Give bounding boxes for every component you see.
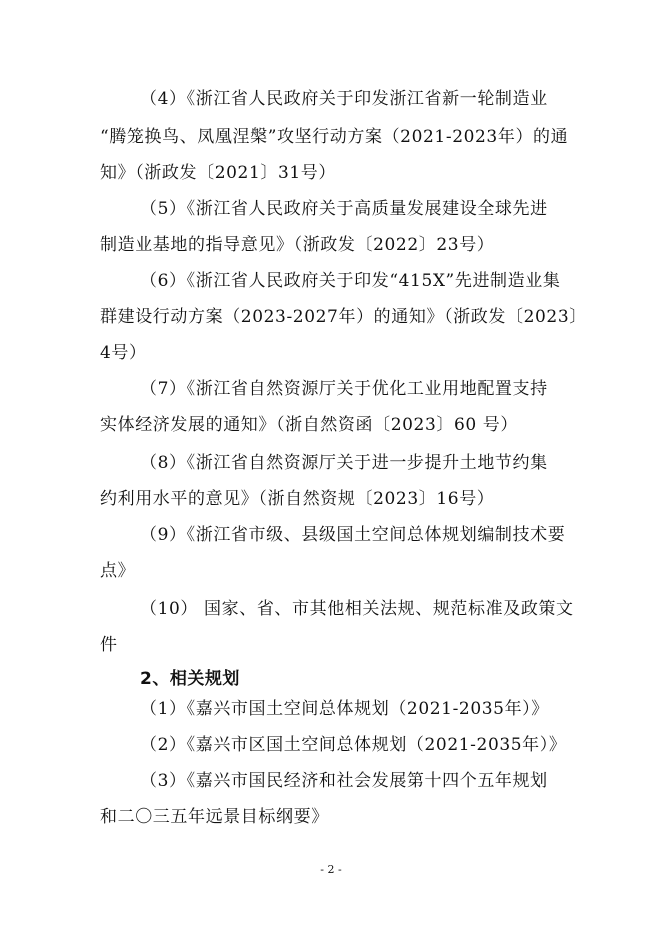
ref-item-9-line-1: （9）《浙江省市级、县级国土空间总体规划编制技术要: [140, 525, 566, 545]
plan-item-1-line-1: （1）《嘉兴市国土空间总体规划（2021-2035年）》: [140, 699, 549, 719]
ref-item-4-line-2: “腾笼换鸟、凤凰涅槃”攻坚行动方案（2021-2023年）的通: [100, 127, 569, 147]
ref-item-5-line-2: 制造业基地的指导意见》（浙政发〔2022〕23号）: [100, 235, 495, 255]
ref-item-7-line-2: 实体经济发展的通知》（浙自然资函〔2023〕60 号）: [100, 415, 518, 435]
ref-item-5-line-1: （5）《浙江省人民政府关于高质量发展建设全球先进: [140, 199, 548, 219]
plan-item-3-line-2: 和二〇三五年远景目标纲要》: [100, 807, 329, 827]
plan-item-3-line-1: （3）《嘉兴市国民经济和社会发展第十四个五年规划: [140, 771, 548, 791]
ref-item-7-line-1: （7）《浙江省自然资源厅关于优化工业用地配置支持: [140, 379, 548, 399]
ref-item-8-line-2: 约利用水平的意见》（浙自然资规〔2023〕16号）: [100, 489, 495, 509]
ref-item-10-line-1: （10） 国家、省、市其他相关法规、规范标准及政策文: [140, 599, 574, 619]
ref-item-6-line-2: 群建设行动方案（2023-2027年）的通知》（浙政发〔2023〕: [100, 307, 587, 327]
plan-item-2-line-1: （2）《嘉兴市区国土空间总体规划（2021-2035年）》: [140, 735, 567, 755]
ref-item-6-line-1: （6）《浙江省人民政府关于印发“415X”先进制造业集: [140, 271, 561, 291]
section-heading: 2、相关规划: [140, 669, 240, 689]
ref-item-9-line-2: 点》: [100, 561, 136, 581]
page-number: - 2 -: [320, 863, 342, 876]
ref-item-6-line-3: 4号）: [100, 343, 147, 363]
ref-item-8-line-1: （8）《浙江省自然资源厅关于进一步提升土地节约集: [140, 453, 548, 473]
ref-item-4-line-3: 知》（浙政发〔2021〕31号）: [100, 163, 336, 183]
ref-item-10-line-2: 件: [100, 635, 118, 655]
ref-item-4-line-1: （4）《浙江省人民政府关于印发浙江省新一轮制造业: [140, 89, 548, 109]
